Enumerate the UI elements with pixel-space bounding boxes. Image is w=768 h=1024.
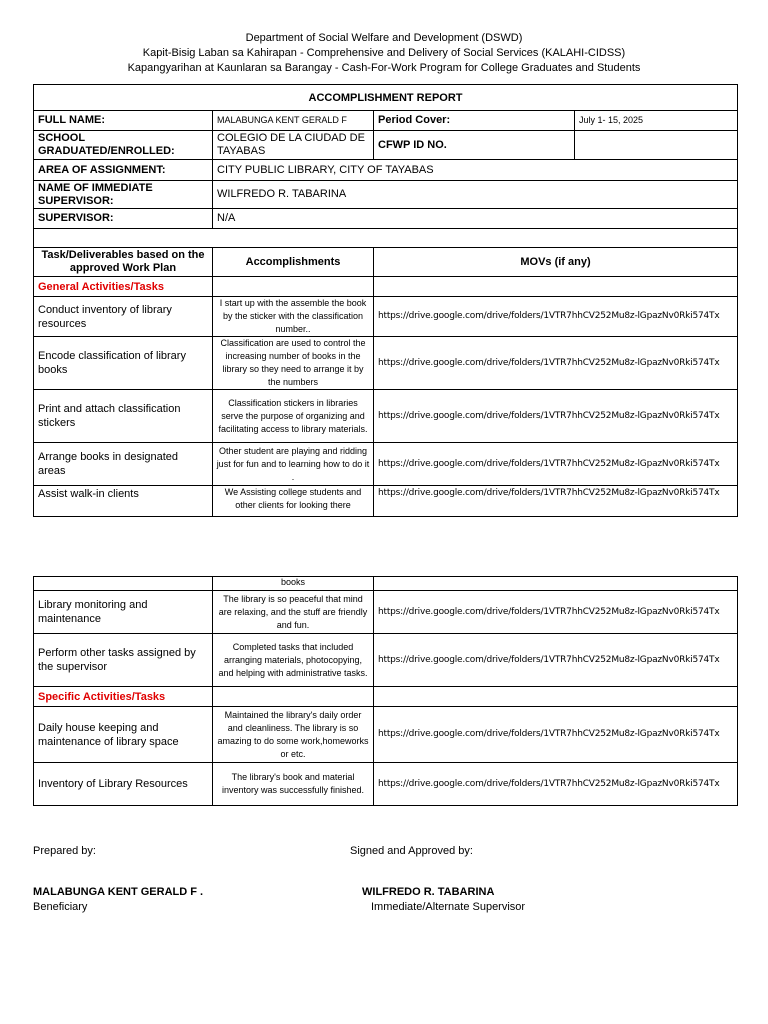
report-table-page-1 — [33, 84, 738, 517]
task-cell: Arrange books in designated areas — [34, 443, 213, 486]
supervisor-name-row — [34, 181, 738, 209]
task-cell: Library monitoring and maintenance — [34, 591, 213, 634]
area-value: CITY PUBLIC LIBRARY, CITY OF TAYABAS — [213, 160, 738, 181]
area-label: AREA OF ASSIGNMENT: — [34, 160, 213, 181]
mov-link[interactable]: https://drive.google.com/drive/folders/1VTR7hhCV252Mu8z-lGpazNv0Rki574Tx — [374, 337, 738, 390]
header-program: Kapit-Bisig Laban sa Kahirapan - Comprehensive and Delivery of Social Services (KALAHI-CIDSS) — [142, 47, 626, 59]
task-row — [34, 763, 738, 806]
cfwp-label: CFWP ID NO. — [374, 131, 575, 160]
empty-cell — [374, 277, 738, 297]
section-label-specific: Specific Activities/Tasks — [34, 687, 213, 707]
cfwp-value — [575, 131, 738, 160]
mov-link[interactable]: https://drive.google.com/drive/folders/1VTR7hhCV252Mu8z-lGpazNv0Rki574Tx — [374, 390, 738, 443]
task-row — [34, 591, 738, 634]
mov-link[interactable]: https://drive.google.com/drive/folders/1VTR7hhCV252Mu8z-lGpazNv0Rki574Tx — [374, 707, 738, 763]
task-cell: Assist walk-in clients — [34, 486, 213, 517]
accomplishment-cell: The library is so peaceful that mind are relaxing, and the stuff are friendly and fun. — [213, 591, 374, 634]
task-cell: Perform other tasks assigned by the supervisor — [34, 634, 213, 687]
task-cell: Inventory of Library Resources — [34, 763, 213, 806]
task-row — [34, 390, 738, 443]
supervisor-value: N/A — [213, 209, 738, 229]
full-name-label: FULL NAME: — [34, 111, 213, 131]
accomplishment-cell: I start up with the assemble the book by the sticker with the classification number.. — [213, 297, 374, 337]
period-value: July 1- 15, 2025 — [575, 111, 738, 131]
supervisor-signature-name: WILFREDO R. TABARINA — [362, 886, 495, 898]
task-cell: Daily house keeping and maintenance of library space — [34, 707, 213, 763]
approved-by-label: Signed and Approved by: — [350, 845, 473, 857]
report-title: ACCOMPLISHMENT REPORT — [34, 85, 738, 111]
beneficiary-name: MALABUNGA KENT GERALD F . — [33, 886, 204, 898]
accomplishment-cell: Completed tasks that included arranging materials, photocopying, and helping with administrative tasks. — [213, 634, 374, 687]
task-row — [34, 443, 738, 486]
supervisor-name-value: WILFREDO R. TABARINA — [213, 181, 738, 209]
supervisor-role: Immediate/Alternate Supervisor — [371, 901, 526, 913]
accomplishment-cell: Maintained the library's daily order and cleanliness. The library is so amazing to do some work,homeworks or etc. — [213, 707, 374, 763]
task-row — [34, 486, 738, 517]
task-cell: Encode classification of library books — [34, 337, 213, 390]
task-row-continued — [34, 577, 738, 591]
mov-link[interactable]: https://drive.google.com/drive/folders/1VTR7hhCV252Mu8z-lGpazNv0Rki574Tx — [374, 591, 738, 634]
section-row-general — [34, 277, 738, 297]
task-row — [34, 337, 738, 390]
accomplishment-cell: Other student are playing and ridding just for fun and to learning how to do it . — [213, 443, 374, 486]
empty-cell — [374, 687, 738, 707]
school-row — [34, 131, 738, 160]
spacer-cell — [34, 229, 738, 248]
area-row — [34, 160, 738, 181]
mov-link[interactable]: https://drive.google.com/drive/folders/1VTR7hhCV252Mu8z-lGpazNv0Rki574Tx — [374, 634, 738, 687]
title-row — [34, 85, 738, 111]
section-row-specific — [34, 687, 738, 707]
empty-cell — [213, 687, 374, 707]
task-cell: Conduct inventory of library resources — [34, 297, 213, 337]
column-header-row — [34, 248, 738, 277]
column-header-accomplishments: Accomplishments — [213, 248, 374, 277]
spacer-row — [34, 229, 738, 248]
report-table-page-2 — [33, 576, 738, 806]
supervisor-name-label: NAME OF IMMEDIATE SUPERVISOR: — [34, 181, 213, 209]
header-agency: Department of Social Welfare and Development (DSWD) — [245, 32, 523, 44]
task-cell: Print and attach classification stickers — [34, 390, 213, 443]
mov-link[interactable]: https://drive.google.com/drive/folders/1VTR7hhCV252Mu8z-lGpazNv0Rki574Tx — [374, 297, 738, 337]
supervisor-row — [34, 209, 738, 229]
mov-cell-empty — [374, 577, 738, 591]
mov-link[interactable]: https://drive.google.com/drive/folders/1VTR7hhCV252Mu8z-lGpazNv0Rki574Tx — [374, 486, 738, 517]
accomplishment-cell: Classification are used to control the increasing number of books in the library so they need to arrange it by the numbers — [213, 337, 374, 390]
task-row — [34, 634, 738, 687]
beneficiary-role: Beneficiary — [33, 901, 88, 913]
task-row — [34, 297, 738, 337]
section-label-general: General Activities/Tasks — [34, 277, 213, 297]
accomplishment-cell: We Assisting college students and other clients for looking there — [213, 486, 374, 517]
accomplishment-cell: Classification stickers in libraries serve the purpose of organizing and facilitating access to library materials. — [213, 390, 374, 443]
prepared-by-label: Prepared by: — [33, 845, 96, 857]
column-header-movs: MOVs (if any) — [374, 248, 738, 277]
task-row — [34, 707, 738, 763]
school-label: SCHOOL GRADUATED/ENROLLED: — [34, 131, 213, 160]
accomplishment-cell: books — [213, 577, 374, 591]
header-subprogram: Kapangyarihan at Kaunlaran sa Barangay - Cash-For-Work Program for College Graduates and Students — [127, 62, 641, 74]
column-header-task: Task/Deliverables based on the approved Work Plan — [34, 248, 213, 277]
task-cell — [34, 577, 213, 591]
full-name-row — [34, 111, 738, 131]
empty-cell — [213, 277, 374, 297]
accomplishment-cell: The library's book and material inventory was successfully finished. — [213, 763, 374, 806]
mov-link[interactable]: https://drive.google.com/drive/folders/1VTR7hhCV252Mu8z-lGpazNv0Rki574Tx — [374, 443, 738, 486]
school-value: COLEGIO DE LA CIUDAD DE TAYABAS — [213, 131, 374, 160]
period-label: Period Cover: — [374, 111, 575, 131]
mov-link[interactable]: https://drive.google.com/drive/folders/1VTR7hhCV252Mu8z-lGpazNv0Rki574Tx — [374, 763, 738, 806]
supervisor-label: SUPERVISOR: — [34, 209, 213, 229]
full-name-value: MALABUNGA KENT GERALD F — [213, 111, 374, 131]
